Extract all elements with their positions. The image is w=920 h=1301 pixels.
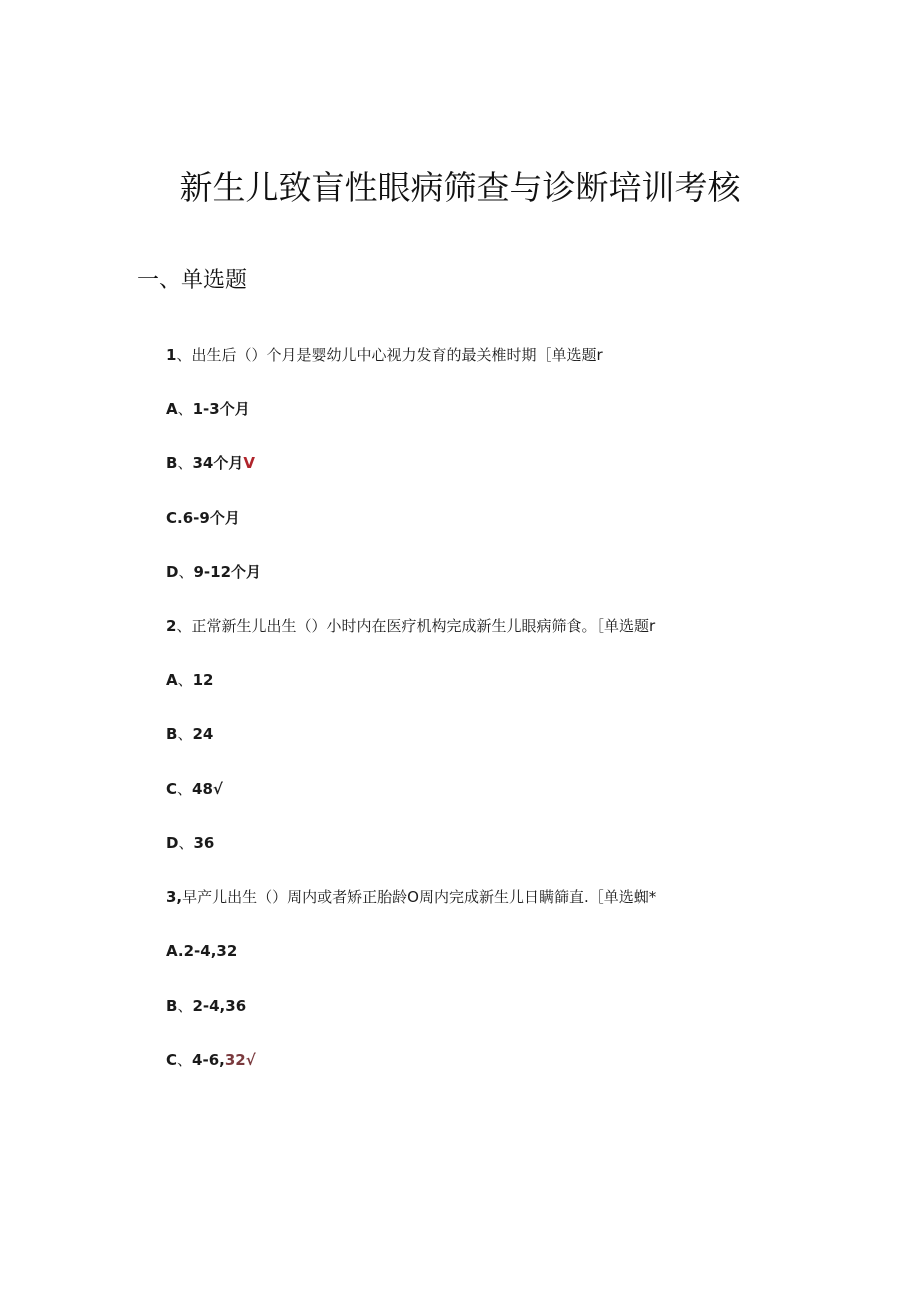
option-3c (166, 1048, 256, 1072)
option-letter: C (166, 1051, 178, 1069)
option-1a (166, 397, 250, 421)
option-2a (166, 668, 214, 692)
option-letter: D (166, 563, 179, 581)
correct-answer-mark: V (243, 454, 255, 472)
option-text: 48 (192, 780, 213, 798)
question-text: 、正常新生儿出生（）小时内在医疗机构完成新生儿眼病筛食。［单选题r (176, 617, 656, 635)
question-text: 、出生后（）个月是婴幼儿中心视力发育的最关椎时期［单选题r (176, 346, 603, 364)
question-2 (166, 614, 655, 638)
option-text: 24 (192, 725, 214, 743)
option-separator: 、 (178, 563, 194, 581)
question-1 (166, 343, 603, 367)
option-separator: 、 (177, 997, 193, 1015)
option-text: 12 (192, 671, 214, 689)
option-letter: D (166, 834, 179, 852)
option-letter: A (166, 671, 178, 689)
option-separator: 、 (178, 834, 194, 852)
option-text: 9-12个月 (193, 563, 262, 581)
option-separator: . (177, 509, 183, 527)
option-separator: . (177, 942, 184, 960)
option-2c (166, 777, 223, 801)
option-1d (166, 560, 261, 584)
option-1b (166, 451, 255, 475)
option-text: 6-9个月 (182, 509, 240, 527)
option-separator: 、 (177, 454, 193, 472)
correct-answer-mark: 32√ (224, 1051, 256, 1069)
option-3a (166, 939, 237, 963)
question-text: 早产儿出生（）周内或者矫正胎龄O周内完成新生儿日瞒篩直.［单选蜘* (182, 888, 657, 906)
option-letter: B (166, 725, 178, 743)
option-separator: 、 (177, 725, 193, 743)
question-3 (166, 885, 656, 909)
question-number: 2 (166, 617, 177, 635)
option-separator: 、 (177, 1051, 193, 1069)
option-letter: C (166, 509, 178, 527)
option-letter: A (166, 942, 178, 960)
question-number: 1 (166, 346, 177, 364)
option-letter: B (166, 997, 178, 1015)
question-number: 3, (166, 888, 183, 906)
option-separator: 、 (177, 400, 193, 418)
option-text: 34个月 (192, 454, 244, 472)
correct-answer-mark: √ (212, 780, 223, 798)
option-letter: C (166, 780, 178, 798)
option-letter: B (166, 454, 178, 472)
option-1c (166, 506, 240, 530)
option-text: 2-4,32 (183, 942, 238, 960)
option-separator: 、 (177, 671, 193, 689)
option-letter: A (166, 400, 178, 418)
option-2d (166, 831, 214, 855)
option-text: 2-4,36 (192, 997, 247, 1015)
option-text: 36 (193, 834, 215, 852)
option-2b (166, 722, 213, 746)
section-heading: 一、单选题 (137, 268, 248, 293)
option-text: 4-6, (192, 1051, 225, 1069)
page-title: 新生儿致盲性眼病筛查与诊断培训考核 (179, 168, 741, 207)
option-text: 1-3个月 (192, 400, 250, 418)
option-separator: 、 (177, 780, 193, 798)
option-3b (166, 994, 246, 1018)
